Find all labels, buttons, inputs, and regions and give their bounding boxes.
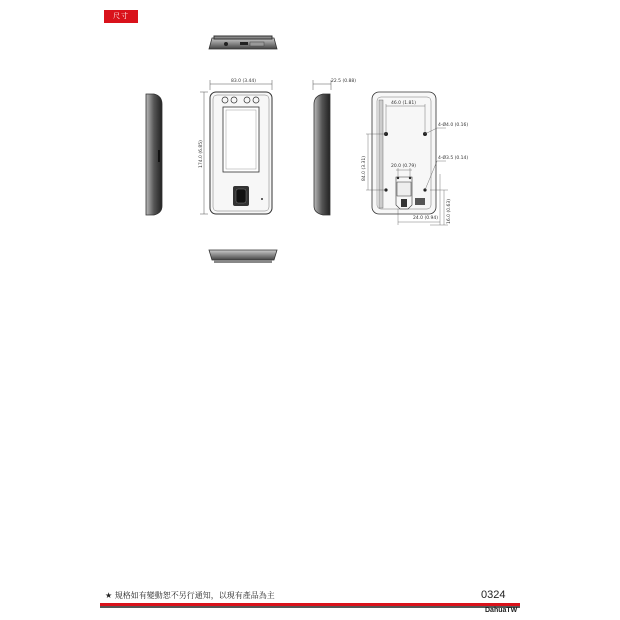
bottom-view <box>209 250 277 263</box>
back-hole-small-label: 4-Ø3.5 (0.14) <box>438 156 469 161</box>
back-bottom-height-label: 16.0 (0.63) <box>447 199 452 224</box>
back-hole-large-label: 4-Ø4.0 (0.16) <box>438 123 469 128</box>
left-side-view <box>146 94 162 215</box>
back-mount-width-label: 20.0 (0.79) <box>391 164 416 169</box>
brand-name: DahuaTW <box>485 607 518 614</box>
disclaimer-note: ★ 規格如有變動恕不另行通知，以現有產品為主 <box>105 591 275 600</box>
top-view <box>209 36 277 49</box>
footer-divider-dark <box>100 606 520 608</box>
back-top-span-label: 46.0 (1.81) <box>391 101 416 106</box>
depth-label: 22.5 (0.88) <box>331 79 356 84</box>
front-width-label: 83.0 (3.44) <box>231 79 256 84</box>
section-title-badge: 尺寸 <box>104 10 138 23</box>
document-code: 0324 <box>481 589 506 601</box>
back-side-height-label: 84.0 (3.31) <box>362 156 367 181</box>
depth-dimension <box>313 80 331 90</box>
front-view <box>210 92 272 214</box>
front-height-label: 174.0 (6.85) <box>199 140 204 168</box>
right-side-view <box>314 94 330 215</box>
back-view <box>372 92 436 214</box>
back-bottom-span-label: 24.0 (0.94) <box>413 216 438 221</box>
